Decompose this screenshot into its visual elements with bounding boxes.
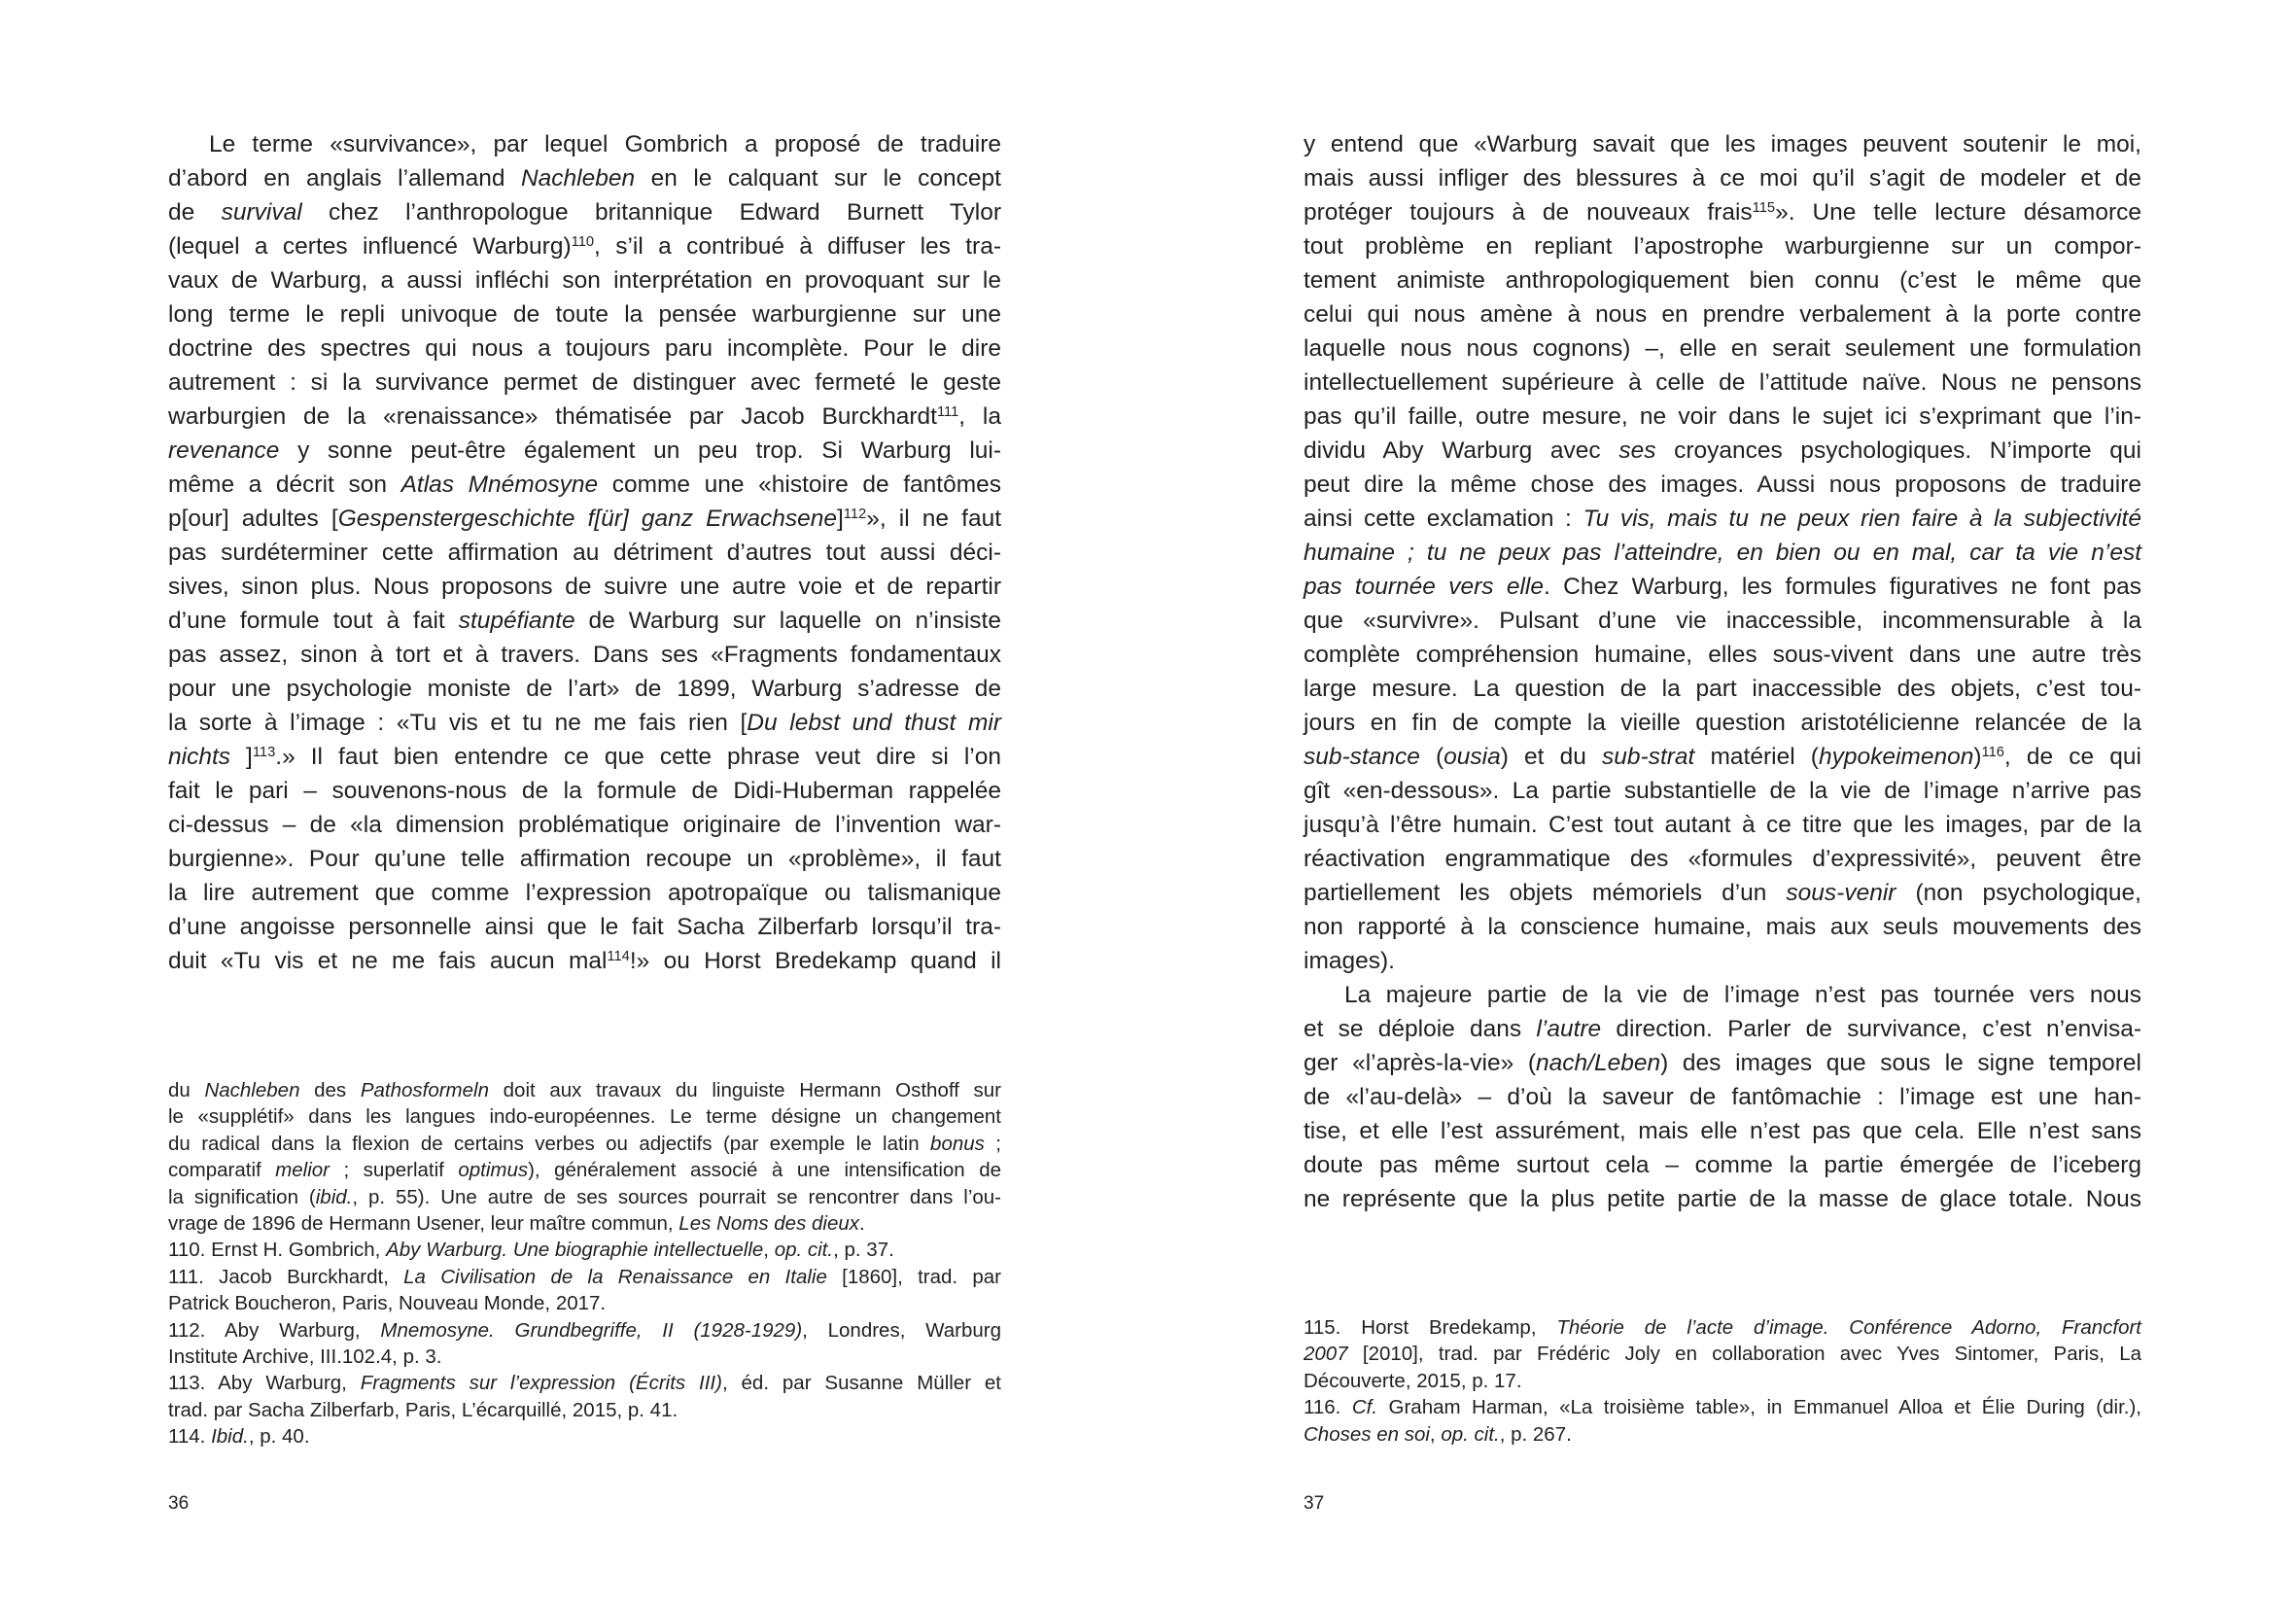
italic-text-run: sub-strat [1602, 744, 1695, 770]
text-run: de Warburg sur laquelle on n’insiste [574, 608, 1001, 634]
text-line [1304, 910, 2141, 944]
text-line [1304, 1341, 2141, 1367]
italic-text-run: ousia [1444, 744, 1501, 770]
text-run: , p. 40. [248, 1425, 310, 1449]
text-line [1304, 1148, 2141, 1182]
text-run: La majeure partie de la vie de l’image n’est pas tournée vers nous [1344, 982, 2141, 1008]
text-line [1304, 944, 2141, 978]
text-run: doit aux travaux du linguiste Hermann Osthoff sur [489, 1079, 1001, 1101]
text-run: pas qu’il faille, outre mesure, ne voir dans le sujet ici s’exprimant que l’in- [1304, 403, 2141, 430]
italic-text-run: Aby Warburg. Une biographie intellectuelle [386, 1239, 764, 1262]
text-run: Découverte, 2015, p. 17. [1304, 1369, 1522, 1392]
text-line [1304, 1114, 2141, 1148]
text-run: fait le pari – souvenons-nous de la formule de Didi-Huberman rappelée [168, 778, 1001, 804]
text-line [168, 638, 1001, 672]
text-line [1304, 672, 2141, 706]
text-line [1304, 570, 2141, 604]
text-run: de [168, 199, 222, 226]
text-run: Patrick Boucheron, Paris, Nouveau Monde, 2017. [168, 1292, 607, 1315]
text-line [1304, 1314, 2141, 1341]
text-line [1304, 229, 2141, 263]
text-line [168, 672, 1001, 706]
text-line [1304, 127, 2141, 161]
text-line [1304, 468, 2141, 502]
text-line [168, 944, 1001, 978]
italic-text-run: Fragments sur l’expression (Écrits III) [360, 1372, 722, 1395]
text-run: ger «l’après-la-vie» ( [1304, 1050, 1537, 1076]
text-line [168, 1077, 1001, 1103]
page-number-left: 36 [168, 1493, 190, 1514]
text-run: tise, et elle l’est assurément, mais elle n’est pas que cela. Elle n’est sans [1304, 1118, 2141, 1144]
text-line [1304, 808, 2141, 842]
text-run: que «survivre». Pulsant d’une vie inaccessible, incommensurable à la [1304, 608, 2141, 634]
text-run: en le calquant sur le concept [635, 165, 1001, 192]
left-page-body-text [168, 127, 1001, 978]
text-run: ), généralement associé à une intensification de [528, 1159, 1001, 1182]
italic-text-run: ibid. [315, 1185, 353, 1208]
text-run: la lire autrement que comme l’expression apotropaïque ou talismanique [168, 880, 1001, 906]
italic-text-run: Pathosformeln [360, 1079, 489, 1101]
text-run: burgienne». Pour qu’une telle affirmation recoupe un «problème», il faut [168, 846, 1001, 872]
italic-text-run: op. cit. [1441, 1422, 1500, 1446]
italic-text-run: Nachleben [204, 1079, 300, 1101]
italic-text-run: nichts [168, 744, 231, 770]
text-run: images). [1304, 948, 1395, 974]
text-line [1304, 706, 2141, 740]
footnote-reference: 110 [571, 233, 595, 250]
italic-text-run: stupéfiante [458, 608, 575, 634]
text-run: , Londres, Warburg [802, 1318, 1001, 1342]
text-run: ) et du [1500, 744, 1603, 770]
text-run: mais aussi infliger des blessures à ce moi qu’il s’agit de modeler et de [1304, 165, 2141, 192]
text-line [168, 263, 1001, 297]
text-run: , la [958, 403, 1001, 430]
text-run: », il ne faut [866, 506, 1002, 532]
text-run: y sonne peut-être également un peu trop. Si Warburg lui- [279, 437, 1001, 464]
text-line [168, 1423, 1001, 1450]
italic-text-run: Ibid. [211, 1425, 249, 1449]
text-run: trad. par Sacha Zilberfarb, Paris, L’écarquillé, 2015, p. 41. [168, 1398, 678, 1421]
text-run: Institute Archive, III.102.4, p. 3. [168, 1345, 442, 1368]
text-run: croyances psychologiques. N’importe qui [1655, 437, 2141, 464]
text-line [1304, 263, 2141, 297]
text-run: celui qui nous amène à nous en prendre verbalement à la porte contre [1304, 301, 2141, 328]
text-run: ) des images que sous le signe temporel [1660, 1050, 2141, 1076]
text-run: le «supplétif» dans les langues indo-européennes. Le terme désigne un changement [168, 1105, 1001, 1129]
text-line [168, 502, 1001, 536]
text-run: autrement : si la survivance permet de distinguer avec fermeté le geste [168, 369, 1001, 396]
text-line [168, 774, 1001, 808]
text-line [168, 1397, 1001, 1423]
text-run: d’abord en anglais l’allemand [168, 165, 521, 192]
text-run: doctrine des spectres qui nous a toujours paru incomplète. Pour le dire [168, 335, 1001, 362]
text-run: la signification ( [168, 1185, 316, 1208]
text-run: tement animiste anthropologiquement bien connu (c’est le même que [1304, 267, 2141, 294]
text-line [1304, 638, 2141, 672]
italic-text-run: pas tournée vers elle [1304, 574, 1544, 600]
text-line [1304, 774, 2141, 808]
text-run: réactivation engrammatique des «formules d’expressivité», peuvent être [1304, 846, 2141, 872]
italic-text-run: Cf. [1351, 1396, 1378, 1419]
text-run: sives, sinon plus. Nous proposons de suivre une autre voie et de repartir [168, 574, 1001, 600]
italic-text-run: Nachleben [520, 165, 636, 192]
text-run: ( [1419, 744, 1444, 770]
text-line [1304, 604, 2141, 638]
text-line [1304, 1368, 2141, 1394]
text-line [168, 1184, 1001, 1210]
text-run: dividu Aby Warburg avec [1304, 437, 1619, 464]
text-line [1304, 842, 2141, 876]
italic-text-run: survival [221, 199, 302, 226]
text-run: . [859, 1211, 865, 1235]
italic-text-run: Théorie de l’acte d’image. Conférence Adorno, Francfort [1556, 1316, 2141, 1339]
italic-text-run: 2007 [1304, 1343, 1348, 1366]
text-run: pour une psychologie moniste de l’art» de 1899, Warburg s’adresse de [168, 676, 1001, 702]
footnote-reference: 113 [252, 744, 276, 760]
text-run: comme une «histoire de fantômes [598, 472, 1001, 498]
text-line [168, 740, 1001, 774]
text-run: 116. [1304, 1396, 1352, 1419]
text-line [168, 468, 1001, 502]
text-run: .» Il faut bien entendre ce que cette phrase veut dire si l’on [275, 744, 1001, 770]
text-line [168, 297, 1001, 332]
text-run: la sorte à l’image : «Tu vis et tu ne me fais rien [ [168, 710, 748, 736]
text-line [168, 1157, 1001, 1183]
text-run: y entend que «Warburg savait que les images peuvent soutenir le moi, [1304, 131, 2141, 157]
text-run: ; superlatif [330, 1159, 459, 1182]
text-run: peut dire la même chose des images. Aussi nous proposons de traduire [1304, 472, 2141, 498]
text-line [168, 570, 1001, 604]
text-line [168, 706, 1001, 740]
text-run: et se déploie dans [1304, 1016, 1537, 1042]
text-run: [1860], trad. par [826, 1265, 1001, 1288]
footnote-reference: 111 [936, 403, 959, 420]
italic-text-run: Gespenstergeschichte f[ür] ganz Erwachsene [337, 506, 837, 532]
text-line [1304, 502, 2141, 536]
text-run: 112. Aby Warburg, [168, 1318, 381, 1342]
text-run: jusqu’à l’être humain. C’est tout autant à ce titre que les images, par de la [1304, 812, 2141, 838]
text-run: long terme le repli univoque de toute la pensée warburgienne sur une [168, 301, 1001, 328]
text-run: partiellement les objets mémoriels d’un [1304, 880, 1787, 906]
text-line [1304, 297, 2141, 332]
text-run: (lequel a certes influencé Warburg) [168, 233, 572, 260]
text-line [168, 1290, 1001, 1316]
text-run: ] [230, 744, 253, 770]
text-run: complète compréhension humaine, elles sous-vivent dans une autre très [1304, 642, 2141, 668]
text-line [1304, 1012, 2141, 1046]
text-run: du radical dans la flexion de certains verbes ou adjectifs (par exemple le latin [168, 1132, 931, 1155]
text-run: , de ce qui [2003, 744, 2141, 770]
italic-text-run: Atlas Mnémosyne [400, 472, 599, 498]
text-run: doute pas même surtout cela – comme la partie émergée de l’iceberg [1304, 1152, 2141, 1178]
text-line [1304, 1421, 2141, 1448]
footnote-reference: 116 [1981, 744, 2004, 760]
footnote-reference: 114 [607, 948, 630, 964]
text-line [168, 1131, 1001, 1157]
text-line [1304, 434, 2141, 468]
text-run: (non psychologique, [1896, 880, 2141, 906]
right-page-body-text [1304, 127, 2141, 1216]
text-run: vrage de 1896 de Hermann Usener, leur maître commun, [168, 1211, 679, 1235]
text-run: jours en fin de compte la vieille question aristotélicienne relancée de la [1304, 710, 2141, 736]
text-line [168, 127, 1001, 161]
text-run: vaux de Warburg, a aussi infléchi son interprétation en provoquant sur le [168, 267, 1001, 294]
text-line [168, 161, 1001, 195]
italic-text-run: revenance [168, 437, 280, 464]
text-line [168, 1237, 1001, 1263]
text-line [168, 195, 1001, 229]
italic-text-run: hypokeimenon [1818, 744, 1974, 770]
text-run: , [1429, 1422, 1442, 1446]
text-line [168, 1103, 1001, 1130]
italic-text-run: optimus [458, 1159, 529, 1182]
text-run: 110. Ernst H. Gombrich, [168, 1239, 387, 1262]
text-line [1304, 1046, 2141, 1080]
text-run: . Chez Warburg, les formules figuratives ne font pas [1544, 574, 2141, 600]
text-run: warburgien de la «renaissance» thématisée par Jacob Burckhardt [168, 403, 937, 430]
text-run: intellectuellement supérieure à celle de l’attitude naïve. Nous ne pensons [1304, 369, 2141, 396]
text-run: , p. 55). Une autre de ses sources pourrait se rencontrer dans l’ou- [352, 1185, 1002, 1208]
text-run: ainsi cette exclamation : [1304, 506, 1583, 532]
text-line [168, 332, 1001, 366]
text-run: comparatif [168, 1159, 276, 1182]
text-line [168, 229, 1001, 263]
text-run: ] [836, 506, 844, 532]
italic-text-run: sous-venir [1786, 880, 1896, 906]
italic-text-run: humaine ; tu ne peux pas l’atteindre, en bien ou en mal, car ta vie n’est [1304, 540, 2141, 566]
text-line [1304, 1182, 2141, 1216]
text-line [168, 434, 1001, 468]
italic-text-run: melior [275, 1159, 330, 1182]
italic-text-run: sub-stance [1304, 744, 1420, 770]
text-run: !» ou Horst Bredekamp quand il [629, 948, 1001, 974]
text-line [1304, 195, 2141, 229]
text-run: direction. Parler de survivance, c’est n’envisa- [1601, 1016, 2141, 1042]
text-run: d’une angoisse personnelle ainsi que le fait Sacha Zilberfarb lorsqu’il tra- [168, 914, 1001, 940]
text-line [1304, 400, 2141, 434]
text-run: [2010], trad. par Frédéric Joly en collaboration avec Yves Sintomer, Paris, La [1347, 1343, 2141, 1366]
right-page-footnotes [1304, 1314, 2141, 1448]
text-run: même a décrit son [168, 472, 401, 498]
text-run: , s’il a contribué à diffuser les tra- [594, 233, 1001, 260]
text-run: Graham Harman, «La troisième table», in Emmanuel Alloa et Élie During (dir.), [1377, 1396, 2142, 1419]
text-line [1304, 876, 2141, 910]
italic-text-run: Du lebst und thust mir [747, 710, 1001, 736]
italic-text-run: Mnemosyne. Grundbegriffe, II (1928-1929) [380, 1318, 803, 1342]
text-run: non rapporté à la conscience humaine, mais aux seuls mouvements des [1304, 914, 2141, 940]
text-line [168, 910, 1001, 944]
text-run: d’une formule tout à fait [168, 608, 459, 634]
italic-text-run: bonus [930, 1132, 985, 1155]
text-run: 114. [168, 1425, 212, 1449]
italic-text-run: op. cit. [774, 1239, 834, 1262]
text-line [1304, 161, 2141, 195]
text-line [1304, 1080, 2141, 1114]
italic-text-run: Les Noms des dieux [678, 1211, 860, 1235]
text-run: tout problème en repliant l’apostrophe warburgienne sur un compor- [1304, 233, 2141, 260]
text-line [168, 1344, 1001, 1370]
page-number-right: 37 [1304, 1493, 1325, 1514]
text-run: du [168, 1079, 205, 1101]
footnote-reference: 112 [843, 506, 867, 522]
text-line [1304, 1394, 2141, 1420]
text-run: chez l’anthropologue britannique Edward Burnett Tylor [301, 199, 1001, 226]
text-line [1304, 332, 2141, 366]
text-run: ci-dessus – de «la dimension problématique originaire de l’invention war- [168, 812, 1001, 838]
text-run: protéger toujours à de nouveaux frais [1304, 199, 1753, 226]
footnote-reference: 115 [1752, 199, 1776, 216]
text-line [1304, 978, 2141, 1012]
text-line [168, 366, 1001, 400]
text-run: ne représente que la plus petite partie de la masse de glace totale. Nous [1304, 1186, 2141, 1212]
text-line [1304, 740, 2141, 774]
italic-text-run: nach/Leben [1536, 1050, 1661, 1076]
italic-text-run: l’autre [1536, 1016, 1602, 1042]
text-run: ) [1973, 744, 1982, 770]
text-run: , [763, 1239, 775, 1262]
text-run: laquelle nous nous cognons) –, elle en serait seulement une formulation [1304, 335, 2141, 362]
text-line [1304, 536, 2141, 570]
text-line [168, 1317, 1001, 1344]
text-line [168, 808, 1001, 842]
text-line [168, 1210, 1001, 1237]
text-run: duit «Tu vis et ne me fais aucun mal [168, 948, 608, 974]
text-run: p[our] adultes [ [168, 506, 338, 532]
text-line [168, 400, 1001, 434]
italic-text-run: ses [1618, 437, 1656, 464]
text-run: , éd. par Susanne Müller et [721, 1372, 1001, 1395]
text-line [1304, 366, 2141, 400]
text-run: 111. Jacob Burckhardt, [168, 1265, 404, 1288]
text-line [168, 1370, 1001, 1396]
text-run: de «l’au-delà» – d’où la saveur de fantômachie : l’image est une han- [1304, 1084, 2141, 1110]
text-run: Le terme «survivance», par lequel Gombrich a proposé de traduire [209, 131, 1001, 157]
text-run: large mesure. La question de la part inaccessible des objets, c’est tou- [1304, 676, 2141, 702]
italic-text-run: Choses en soi [1304, 1422, 1430, 1446]
text-run: ». Une telle lecture désamorce [1775, 199, 2141, 226]
text-line [168, 604, 1001, 638]
text-run: , p. 267. [1499, 1422, 1572, 1446]
italic-text-run: La Civilisation de la Renaissance en Italie [403, 1265, 827, 1288]
text-run: matériel ( [1694, 744, 1819, 770]
text-run: pas surdéterminer cette affirmation au détriment d’autres tout aussi déci- [168, 540, 1001, 566]
text-run: gît «en-dessous». La partie substantielle de la vie de l’image n’arrive pas [1304, 778, 2141, 804]
text-run: , p. 37. [833, 1239, 894, 1262]
text-run: ; [984, 1132, 1001, 1155]
italic-text-run: Tu vis, mais tu ne peux rien faire à la subjectivité [1583, 506, 2141, 532]
text-run: pas assez, sinon à tort et à travers. Dans ses «Fragments fondamentaux [168, 642, 1001, 668]
text-line [168, 876, 1001, 910]
text-line [168, 536, 1001, 570]
text-line [168, 1264, 1001, 1290]
left-page-footnotes [168, 1077, 1001, 1450]
text-run: 113. Aby Warburg, [168, 1372, 361, 1395]
text-run: des [299, 1079, 361, 1101]
text-run: 115. Horst Bredekamp, [1304, 1316, 1557, 1339]
text-line [168, 842, 1001, 876]
